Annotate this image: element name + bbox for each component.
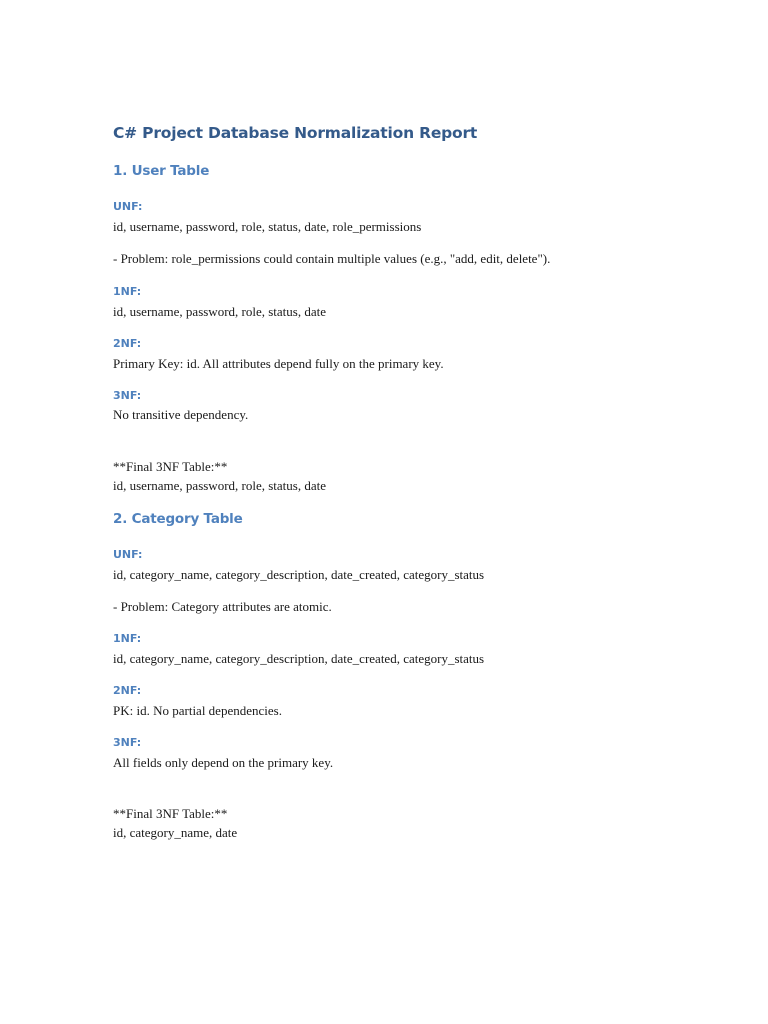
category-unf-label: UNF: [113, 548, 143, 561]
category-1nf-label: 1NF: [113, 632, 142, 645]
category-2nf-label: 2NF: [113, 684, 142, 697]
user-2nf-label: 2NF: [113, 337, 142, 350]
category-unf-text: id, category_name, category_description, date_created, category_status [113, 567, 485, 582]
user-final-text: id, username, password, role, status, date [113, 478, 327, 493]
user-3nf-label: 3NF: [113, 389, 142, 402]
category-2nf-text: PK: id. No partial dependencies. [113, 703, 282, 718]
user-3nf-text: No transitive dependency. [113, 407, 249, 422]
category-3nf-label: 3NF: [113, 736, 142, 749]
section-title-user-table: 1. User Table [113, 163, 210, 179]
user-2nf-text: Primary Key: id. All attributes depend fully on the primary key. [113, 356, 444, 371]
document-title: C# Project Database Normalization Report [113, 124, 478, 142]
user-final-label: **Final 3NF Table:** [113, 459, 228, 474]
user-unf-text: id, username, password, role, status, date, role_permissions [113, 219, 422, 234]
user-unf-label: UNF: [113, 200, 143, 213]
user-1nf-text: id, username, password, role, status, date [113, 304, 327, 319]
category-3nf-text: All fields only depend on the primary key. [113, 755, 334, 770]
category-problem-text: - Problem: Category attributes are atomic. [113, 599, 332, 614]
user-1nf-label: 1NF: [113, 285, 142, 298]
category-1nf-text: id, category_name, category_description, date_created, category_status [113, 651, 485, 666]
user-problem-text: - Problem: role_permissions could contain multiple values (e.g., "add, edit, delete"). [113, 251, 551, 266]
category-final-label: **Final 3NF Table:** [113, 806, 228, 821]
section-title-category-table: 2. Category Table [113, 511, 243, 527]
category-final-text: id, category_name, date [113, 825, 238, 840]
